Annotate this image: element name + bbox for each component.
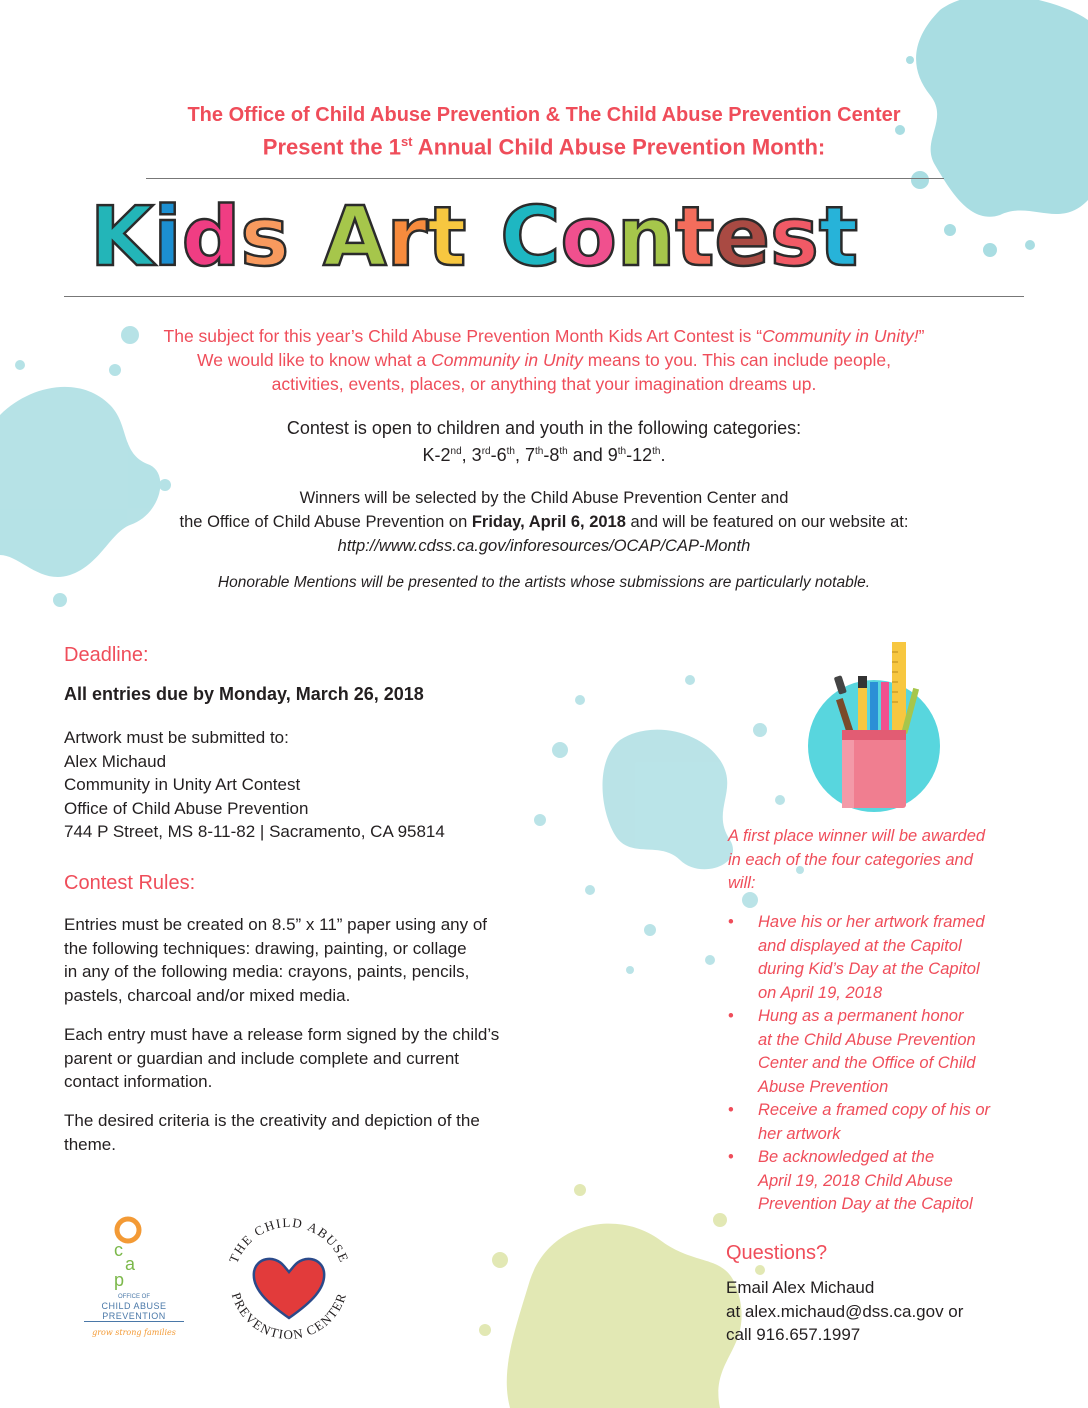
award-item-line: Abuse Prevention [758, 1077, 889, 1096]
questions-contact [726, 1276, 1026, 1347]
award-item [728, 1146, 1018, 1217]
intro-line-3: activities, events, places, or anything that your imagination dreams up. [271, 374, 817, 394]
website-link[interactable] [0, 534, 1088, 558]
rules-line: Entries must be created on 8.5” x 11” paper using any of [64, 915, 488, 934]
divider-title [64, 296, 1024, 297]
rules-line: The desired criteria is the creativity and depiction of the [64, 1111, 480, 1130]
header-line-2 [0, 134, 1088, 160]
title-letter: o [560, 190, 617, 285]
cat-3-sup: rd [481, 446, 491, 457]
contact-phone[interactable]: call 916.657.1997 [726, 1325, 861, 1344]
cat-12-sup: th [652, 446, 661, 457]
cat-end: . [660, 445, 666, 465]
header-line-2-pre: Present the [262, 134, 389, 160]
title-letter: n [616, 190, 676, 285]
categories-paragraph [0, 416, 1088, 467]
cat-9: 9 [607, 445, 618, 465]
winners-date: Friday, April 6, 2018 [471, 513, 626, 531]
ocap-letter-a: a [125, 1254, 136, 1274]
award-intro-line: in each of the four categories and [728, 850, 973, 869]
award-item-line: her artwork [758, 1124, 841, 1143]
ocap-name-1: CHILD ABUSE [101, 1301, 167, 1311]
website-url[interactable]: http://www.cdss.ca.gov/inforesources/OCAP/CAP-Month [337, 537, 751, 555]
categories-line-1: Contest is open to children and youth in the following categories: [286, 418, 802, 438]
header-line-2-post: Annual Child Abuse Prevention Month: [412, 134, 826, 160]
title-letter: A [323, 190, 387, 285]
rules-line: in any of the following media: crayons, paints, pencils, [64, 962, 470, 981]
intro-line-1-em: Community in Unity! [762, 326, 919, 346]
cat-6: -6 [490, 445, 507, 465]
title-letter: t [675, 190, 715, 285]
cat-6-sup: th [506, 446, 515, 457]
intro-paragraph [0, 324, 1088, 396]
cat-and: and [567, 445, 608, 465]
cat-k-sup: nd [450, 446, 462, 457]
intro-line-1 [0, 324, 1088, 348]
ocap-logo [84, 1214, 184, 1344]
award-item-line: • Be acknowledged at the [758, 1148, 935, 1166]
rules-line: Each entry must have a release form signed by the child’s [64, 1025, 500, 1044]
address-line: Community in Unity Art Contest [64, 775, 301, 794]
winners-line-1: Winners will be selected by the Child Abuse Prevention Center and [299, 489, 789, 507]
title-letter: t [818, 190, 859, 285]
intro-line-1-post: ” [918, 326, 925, 346]
cat-7-sup: th [534, 446, 544, 457]
cat-12: -12 [626, 445, 653, 465]
award-intro-line: will: [728, 874, 756, 892]
award-item-line: Center and the Office of Child [758, 1054, 976, 1072]
award-item [728, 1005, 1018, 1099]
title-letter: C [500, 190, 561, 285]
title-letter: d [181, 190, 241, 285]
title-letter: s [770, 190, 819, 285]
header-line-2-num: 1 [388, 134, 401, 160]
art-supplies-icon [806, 638, 942, 814]
heart-icon [254, 1259, 324, 1318]
intro-line-1-pre: The subject for this year’s Child Abuse Prevention Month Kids Art Contest is “ [163, 326, 763, 346]
honorable-mentions: Honorable Mentions will be presented to the artists whose submissions are particularly notable. [217, 574, 871, 591]
intro-line-2-pre: We would like to know what a [197, 350, 432, 370]
rules-line: the following techniques: drawing, painting, or collage [64, 938, 467, 958]
address-line: Office of Child Abuse Prevention [64, 798, 309, 818]
award-item-line: on April 19, 2018 [758, 983, 883, 1002]
award-intro [728, 825, 1018, 896]
ocap-name-2: PREVENTION [84, 1311, 184, 1322]
rules-heading: Contest Rules: [64, 872, 196, 894]
header-line-1: The Office of Child Abuse Prevention & The Child Abuse Prevention Center [187, 104, 901, 126]
capc-logo [216, 1210, 362, 1350]
rules-line: pastels, charcoal and/or mixed media. [64, 985, 351, 1005]
address-line: Alex Michaud [64, 751, 167, 771]
categories-line-2: K-2nd, 3rd-6th, 7th-8th and 9th-12th. [422, 445, 666, 465]
winners-line-2 [0, 510, 1088, 534]
rules-paragraph-2 [64, 1023, 564, 1094]
ocap-logo-mark [84, 1214, 184, 1294]
award-item-line: at the Child Abuse Prevention [758, 1030, 976, 1049]
award-item-line: and displayed at the Capitol [758, 936, 962, 955]
deadline-heading: Deadline: [64, 644, 149, 666]
page-title [90, 190, 990, 290]
award-item-line: • Hung as a permanent honor [758, 1007, 964, 1025]
award-item-line: during Kid’s Day at the Capitol [758, 960, 980, 978]
address-line: Artwork must be submitted to: [64, 728, 289, 747]
contact-email[interactable]: at alex.michaud@dss.ca.gov or [726, 1301, 964, 1321]
award-item-line: April 19, 2018 Child Abuse [758, 1171, 953, 1190]
award-item [728, 1099, 1018, 1146]
capc-text-bottom: PREVENTION CENTER [228, 1290, 350, 1343]
title-letter: r [386, 190, 428, 285]
award-item-line: • Have his or her artwork framed [758, 913, 985, 931]
header-line-2-sup: st [400, 134, 413, 149]
questions-heading: Questions? [726, 1242, 828, 1264]
ocap-tagline: grow strong families [92, 1328, 176, 1337]
title-letter: K [90, 190, 154, 285]
title-letter: i [153, 190, 182, 285]
paint-splatter-bottom [470, 1160, 770, 1408]
award-item-line: • Receive a framed copy of his or [758, 1101, 991, 1119]
award-intro-line: A first place winner will be awarded [728, 827, 986, 845]
capc-text-top: THE CHILD ABUSE [225, 1214, 353, 1266]
cat-7: 7 [524, 445, 535, 465]
ocap-letter-c: c [114, 1240, 123, 1260]
rules-line: theme. [64, 1134, 116, 1154]
ocap-small-text: OFFICE OF [118, 1294, 150, 1300]
title-letter: t [427, 190, 467, 285]
intro-line-2 [0, 348, 1088, 372]
winners-line-2-pre: the Office of Child Abuse Prevention on [179, 513, 472, 531]
rules-paragraph-1 [64, 913, 564, 1007]
title-letter: e [714, 190, 771, 285]
ocap-letter-p: p [114, 1270, 125, 1290]
rules-line: contact information. [64, 1072, 213, 1091]
submission-address [64, 726, 564, 844]
winners-line-2-post: and will be featured on our website at: [625, 513, 909, 531]
cat-8-sup: th [559, 446, 568, 457]
intro-line-2-em: Community in Unity [431, 350, 583, 370]
address-line: 744 P Street, MS 8-11-82 | Sacramento, CA 95814 [64, 822, 445, 841]
award-item [728, 911, 1018, 1005]
award-list [728, 911, 1018, 1217]
contact-line: Email Alex Michaud [726, 1278, 875, 1297]
title-letter: s [240, 190, 290, 285]
rules-paragraph-3 [64, 1109, 564, 1156]
award-item-line: Prevention Day at the Capitol [758, 1195, 973, 1213]
deadline-due: All entries due by Monday, March 26, 2018 [64, 684, 424, 704]
intro-line-2-post: means to you. This can include people, [582, 350, 891, 370]
divider-top [146, 178, 944, 179]
rules-line: parent or guardian and include complete and current [64, 1048, 460, 1068]
cat-8: -8 [543, 445, 560, 465]
cat-9-sup: th [617, 446, 627, 457]
winners-paragraph [0, 486, 1088, 558]
cat-3: 3 [471, 445, 482, 465]
cat-k: K-2 [422, 445, 451, 465]
